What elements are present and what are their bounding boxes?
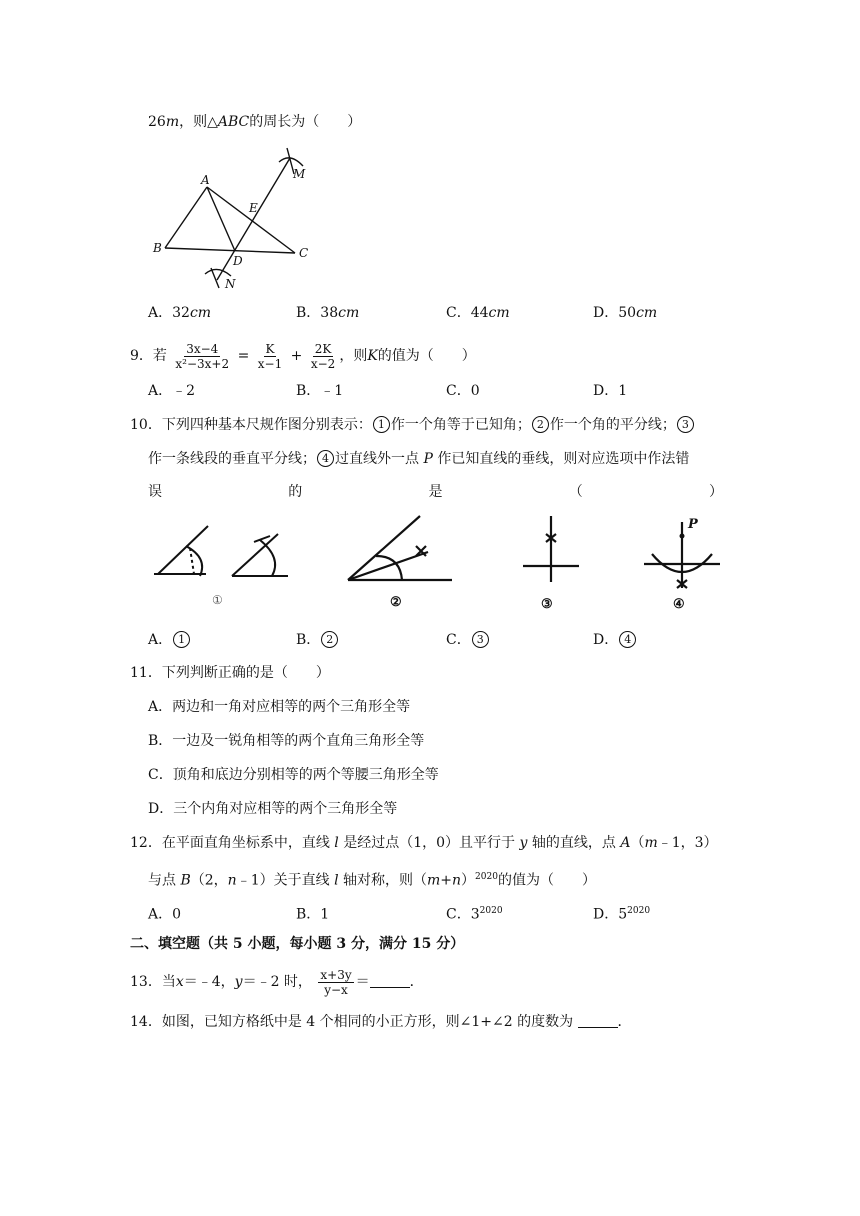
q12-stem-line1: 12．在平面直角坐标系中，直线 l 是经过点（1，0）且平行于 y 轴的直线，点 A（m﹣1，3） bbox=[130, 835, 718, 851]
q13-answer-blank[interactable] bbox=[370, 973, 410, 988]
q9-fraction-2: $\frac{K}{x-1}$ bbox=[257, 341, 283, 371]
label-d: D bbox=[233, 254, 243, 268]
q8-option-a[interactable]: A．32cm bbox=[148, 305, 212, 321]
q11-option-c[interactable]: C．顶角和底边分别相等的两个等腰三角形全等 bbox=[148, 767, 439, 783]
q13-fraction: $\frac{x+3y}{y-x}$ bbox=[320, 967, 352, 997]
q10-figure-4 bbox=[638, 512, 728, 612]
q9-option-c[interactable]: C．0 bbox=[446, 383, 480, 399]
q12-option-a[interactable]: A．0 bbox=[148, 906, 182, 923]
q10-figure-1 bbox=[150, 518, 300, 610]
q9-option-b[interactable]: B．﹣1 bbox=[296, 383, 344, 399]
q9-fraction-1: $\frac{3x-4}{\text{x²−3x+2}}$ bbox=[175, 341, 230, 371]
q8-stem-tail: 26m，则△ABC的周长为（ ） bbox=[148, 114, 362, 130]
q9-option-a[interactable]: A．﹣2 bbox=[148, 383, 196, 399]
q9-fraction-3: $\frac{2K}{x-2}$ bbox=[310, 341, 336, 371]
q10-stem-line2: 作一条线段的垂直平分线； 4 过直线外一点 P 作已知直线的垂线，则对应选项中作法错 bbox=[148, 451, 690, 467]
q9-stem: 9．若 $\frac{3x-4}{\text{x²−3x+2}}$ = $\frac{K}{x-1}$ + $\frac{2K}{x-2}$ ，则K的值为（ ） bbox=[130, 341, 476, 371]
label-e: E bbox=[249, 201, 258, 215]
q11-option-d[interactable]: D．三个内角对应相等的两个三角形全等 bbox=[148, 801, 398, 817]
q14-answer-blank[interactable] bbox=[578, 1013, 618, 1028]
label-b: B bbox=[153, 241, 162, 255]
q10-option-d[interactable]: D． 4 bbox=[593, 630, 637, 650]
fig4-label: ④ bbox=[673, 597, 685, 612]
label-m: M bbox=[293, 167, 306, 181]
q10-option-b[interactable]: B． 2 bbox=[296, 630, 339, 650]
q10-figure-2 bbox=[340, 512, 460, 612]
q10-option-c[interactable]: C． 3 bbox=[446, 630, 490, 650]
fig4-p-label: P bbox=[688, 517, 698, 532]
q9-option-d[interactable]: D．1 bbox=[593, 383, 628, 399]
q11-option-a[interactable]: A．两边和一角对应相等的两个三角形全等 bbox=[148, 699, 411, 715]
q13-stem: 13．当x＝﹣4，y＝﹣2 时， $\frac{x+3y}{y-x}$ ＝ ． bbox=[130, 967, 424, 997]
q12-option-c[interactable]: C．$3^{2020}$ bbox=[446, 906, 503, 923]
fig3-label: ③ bbox=[541, 597, 553, 612]
q10-stem-line1: 10．下列四种基本尺规作图分别表示： 1 作一个角等于已知角； 2 作一个角的平分线； 3 bbox=[130, 415, 695, 435]
label-n: N bbox=[225, 277, 236, 291]
q12-option-b[interactable]: B．1 bbox=[296, 906, 330, 923]
q8-triangle-figure bbox=[145, 140, 330, 295]
q11-stem: 11．下列判断正确的是（ ） bbox=[130, 665, 330, 681]
q12-option-d[interactable]: D．$5^{2020}$ bbox=[593, 906, 651, 923]
q8-option-b[interactable]: B．38cm bbox=[296, 305, 360, 321]
q10-figure-3 bbox=[515, 512, 585, 612]
section-2-title: 二、填空题（共 5 小题，每小题 3 分，满分 15 分） bbox=[130, 936, 465, 952]
q12-stem-line2: 与点 B（2，n﹣1）关于直线 l 轴对称，则$(m+n)^{2020}$的值为（ ） bbox=[148, 872, 596, 889]
q8-option-d[interactable]: D．50cm bbox=[593, 305, 658, 321]
q8-option-c[interactable]: C．44cm bbox=[446, 305, 510, 321]
fig2-label: ② bbox=[390, 595, 402, 610]
label-a: A bbox=[201, 173, 210, 187]
label-c: C bbox=[299, 246, 309, 260]
q10-option-a[interactable]: A． 1 bbox=[148, 630, 191, 650]
q10-stem-line3: 误 的 是 （ ） bbox=[148, 484, 723, 500]
q14-stem: 14．如图，已知方格纸中是 4 个相同的小正方形，则∠1+∠2 的度数为 ． bbox=[130, 1014, 632, 1030]
fig1-label: ① bbox=[212, 593, 223, 607]
q11-option-b[interactable]: B．一边及一锐角相等的两个直角三角形全等 bbox=[148, 733, 425, 749]
